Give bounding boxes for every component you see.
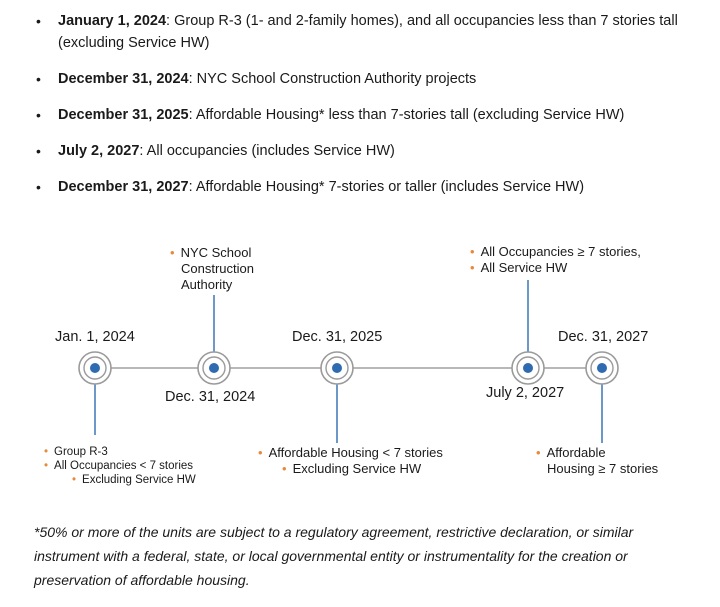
- milestone-dec-2025: [321, 352, 353, 384]
- milestone-dec-2027: [586, 352, 618, 384]
- list-item: [36, 140, 706, 162]
- deadline-text: : All occupancies (includes Service HW): [139, 143, 395, 159]
- deadline-date: July 2, 2027: [58, 143, 140, 159]
- list-item: [36, 10, 706, 54]
- orange-bullet-icon: •: [170, 245, 175, 260]
- milestone-jul-2027: [512, 352, 544, 384]
- milestone-dec-2024: [198, 352, 230, 384]
- label-jan-2024: Jan. 1, 2024: [55, 329, 135, 345]
- list-item: [36, 176, 706, 198]
- deadline-date: January 1, 2024: [58, 13, 167, 29]
- list-item: [36, 68, 706, 90]
- orange-bullet-icon: •: [72, 474, 77, 486]
- orange-bullet-icon: •: [536, 445, 541, 460]
- note-affordable-ge7: • Affordable Housing ≥ 7 stories: [536, 445, 659, 476]
- deadline-list: [36, 10, 706, 212]
- deadline-text: : Affordable Housing* 7-stories or taller (includes Service HW): [188, 179, 585, 195]
- bullet-icon: •: [36, 107, 41, 123]
- deadline-text: : Affordable Housing* less than 7-stories tall (excluding Service HW): [188, 107, 625, 123]
- deadline-text: : Group R-3 (1- and 2-family homes), and all occupancies less than 7 stories tall (excluding Service HW): [58, 13, 678, 51]
- deadline-date: December 31, 2027: [58, 179, 189, 195]
- milestone-jan-2024: [79, 352, 111, 384]
- orange-bullet-icon: •: [470, 260, 475, 275]
- orange-bullet-icon: •: [282, 461, 287, 476]
- label-dec-2024: Dec. 31, 2024: [165, 389, 256, 405]
- label-dec-2027: Dec. 31, 2027: [558, 329, 649, 345]
- bullet-icon: •: [36, 143, 41, 159]
- deadline-date: December 31, 2024: [58, 71, 189, 87]
- orange-bullet-icon: •: [258, 445, 263, 460]
- orange-bullet-icon: •: [470, 244, 475, 259]
- note-all-occupancies: • All Occupancies ≥ 7 stories, • All Service HW: [470, 244, 641, 275]
- deadline-text: : NYC School Construction Authority projects: [188, 71, 477, 87]
- timeline-diagram: [0, 225, 720, 515]
- deadline-date: December 31, 2025: [58, 107, 189, 123]
- note-sca: • NYC School Construction Authority: [170, 245, 254, 292]
- label-jul-2027: July 2, 2027: [486, 385, 565, 401]
- note-affordable-lt7: • Affordable Housing < 7 stories • Excluding Service HW: [258, 445, 443, 476]
- orange-bullet-icon: •: [44, 446, 49, 458]
- label-dec-2025: Dec. 31, 2025: [292, 329, 383, 345]
- orange-bullet-icon: •: [44, 460, 49, 472]
- bullet-icon: •: [36, 179, 41, 195]
- list-item: [36, 104, 706, 126]
- bullet-icon: •: [36, 71, 41, 87]
- footnote: *50% or more of the units are subject to a regulatory agreement, restrictive declaration, or similar instrument with a federal, state, or local governmental entity or instrumentality for the creation or preservation of affordable housing.: [34, 524, 634, 588]
- bullet-icon: •: [36, 13, 41, 29]
- note-group-r3: • Group R-3 • All Occupancies < 7 stories • Excluding Service HW: [44, 446, 196, 486]
